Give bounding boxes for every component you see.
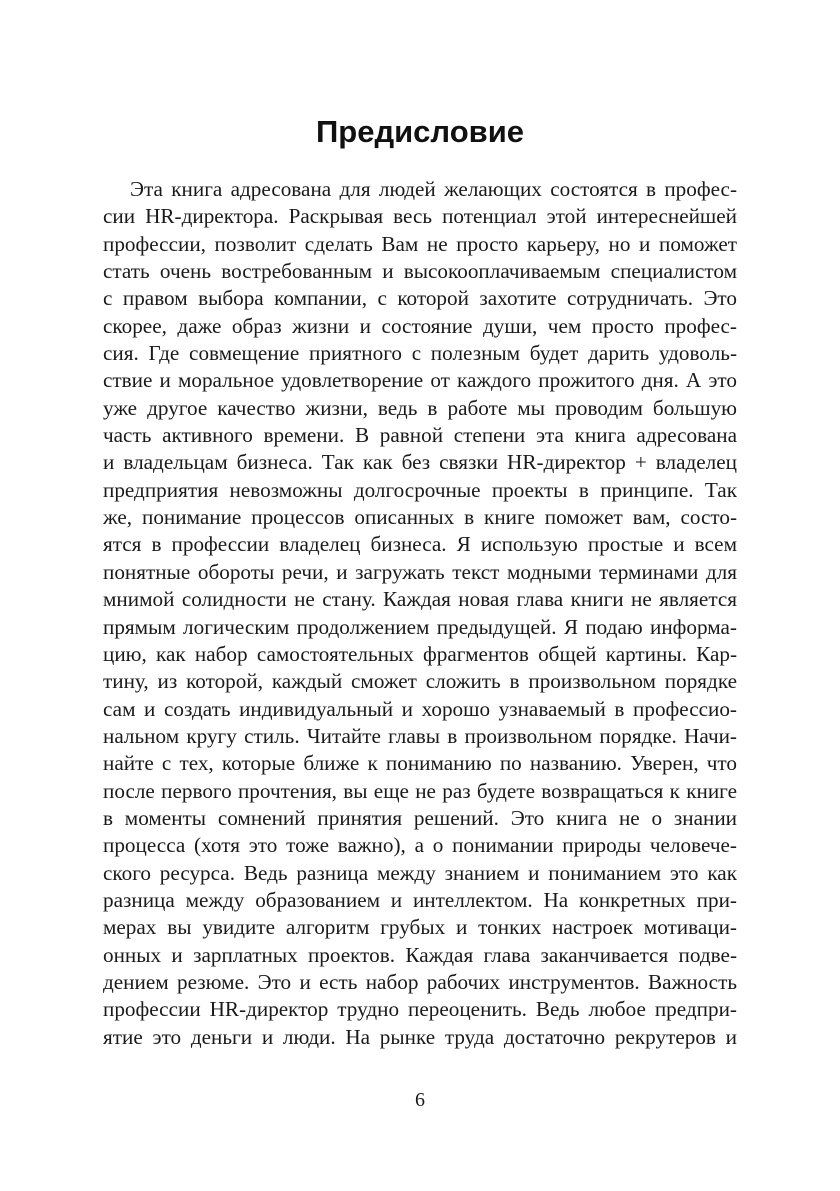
text-line: ятся в профессии владелец бизнеса. Я использую простые и всем: [103, 532, 737, 557]
text-line: процесса (хотя это тоже важно), а о понимании природы человече-: [103, 833, 737, 858]
text-line: профессии HR-директор трудно переоценить. Ведь любое предпри-: [103, 997, 737, 1022]
text-line: профессии, позволит сделать Вам не просто карьеру, но и поможет: [103, 231, 737, 256]
text-line: уже другое качество жизни, ведь в работе мы проводим большую: [103, 395, 737, 420]
text-line: в моменты сомнений принятия решений. Это книга не о знании: [103, 805, 737, 830]
text-line: стать очень востребованным и высокооплачиваемым специалистом: [103, 259, 737, 284]
text-line: предприятия невозможны долгосрочные проекты в принципе. Так: [103, 477, 737, 502]
text-line: нальном кругу стиль. Читайте главы в произвольном порядке. Начи-: [103, 723, 737, 748]
text-line: с правом выбора компании, с которой захотите сотрудничать. Это: [103, 286, 737, 311]
text-line: онных и зарплатных проектов. Каждая глава заканчивается подве-: [103, 942, 737, 967]
text-line: мерах вы увидите алгоритм грубых и тонких настроек мотиваци-: [103, 915, 737, 940]
text-line: цию, как набор самостоятельных фрагментов общей картины. Кар-: [103, 641, 737, 666]
text-line: часть активного времени. В равной степени эта книга адресована: [103, 423, 737, 448]
text-line: разница между образованием и интеллектом. На конкретных при-: [103, 887, 737, 912]
text-line: скорее, даже образ жизни и состояние души, чем просто профес-: [103, 313, 737, 338]
page-number: 6: [415, 1089, 425, 1111]
text-line: сия. Где совмещение приятного с полезным будет дарить удоволь-: [103, 341, 737, 366]
text-line: ятие это деньги и люди. На рынке труда достаточно рекрутеров и: [103, 1024, 737, 1049]
text-line: ского ресурса. Ведь разница между знанием и пониманием это как: [103, 860, 737, 885]
page-title: Предисловие: [315, 114, 524, 149]
text-line: прямым логическим продолжением предыдущей. Я подаю информа-: [103, 614, 737, 639]
text-line: и владельцам бизнеса. Так как без связки HR-директор + владелец: [103, 450, 737, 475]
text-line: понятные обороты речи, и загружать текст модными терминами для: [103, 559, 737, 584]
text-line: после первого прочтения, вы еще не раз будете возвращаться к книге: [103, 778, 737, 803]
preface-paragraph: [103, 176, 737, 1051]
text-line: ствие и моральное удовлетворение от каждого прожитого дня. А это: [103, 368, 737, 393]
text-line: мнимой солидности не стану. Каждая новая глава книги не является: [103, 587, 737, 612]
text-line: же, понимание процессов описанных в книге поможет вам, состо-: [103, 505, 737, 530]
text-line: найте с тех, которые ближе к пониманию по названию. Уверен, что: [103, 751, 737, 776]
text-line: тину, из которой, каждый сможет сложить в произвольном порядке: [103, 669, 737, 694]
text-line: сии HR-директора. Раскрывая весь потенциал этой интереснейшей: [103, 204, 737, 229]
text-line: сам и создать индивидуальный и хорошо узнаваемый в профессио-: [103, 696, 737, 721]
text-line: дением резюме. Это и есть набор рабочих инструментов. Важность: [103, 969, 737, 994]
text-line: Эта книга адресована для людей желающих состоятся в профес-: [130, 177, 737, 201]
